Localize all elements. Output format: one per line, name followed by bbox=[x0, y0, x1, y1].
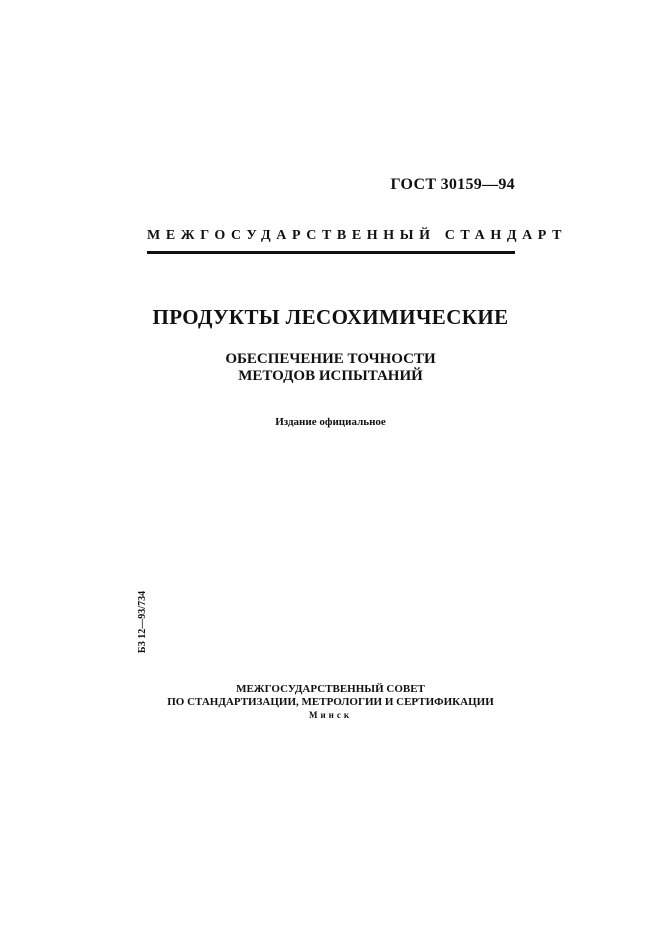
subtitle-line-2: МЕТОДОВ ИСПЫТАНИЙ bbox=[238, 368, 423, 384]
publisher-line-2: ПО СТАНДАРТИЗАЦИИ, МЕТРОЛОГИИ И СЕРТИФИКАЦИИ bbox=[167, 696, 494, 708]
standard-type-heading: МЕЖГОСУДАРСТВЕННЫЙ СТАНДАРТ bbox=[147, 228, 568, 243]
subtitle-line-1: ОБЕСПЕЧЕНИЕ ТОЧНОСТИ bbox=[225, 351, 436, 367]
publisher-block bbox=[0, 683, 661, 722]
main-title: ПРОДУКТЫ ЛЕСОХИМИЧЕСКИЕ bbox=[152, 305, 509, 329]
edition-label: Издание официальное bbox=[275, 416, 386, 428]
subtitle bbox=[0, 351, 661, 385]
gost-number: ГОСТ 30159—94 bbox=[390, 176, 515, 193]
side-code: БЗ 12—93/734 bbox=[137, 590, 148, 654]
header-rule-divider bbox=[147, 251, 515, 254]
publisher-line-1: МЕЖГОСУДАРСТВЕННЫЙ СОВЕТ bbox=[236, 683, 425, 695]
publisher-city: Минск bbox=[308, 710, 353, 720]
